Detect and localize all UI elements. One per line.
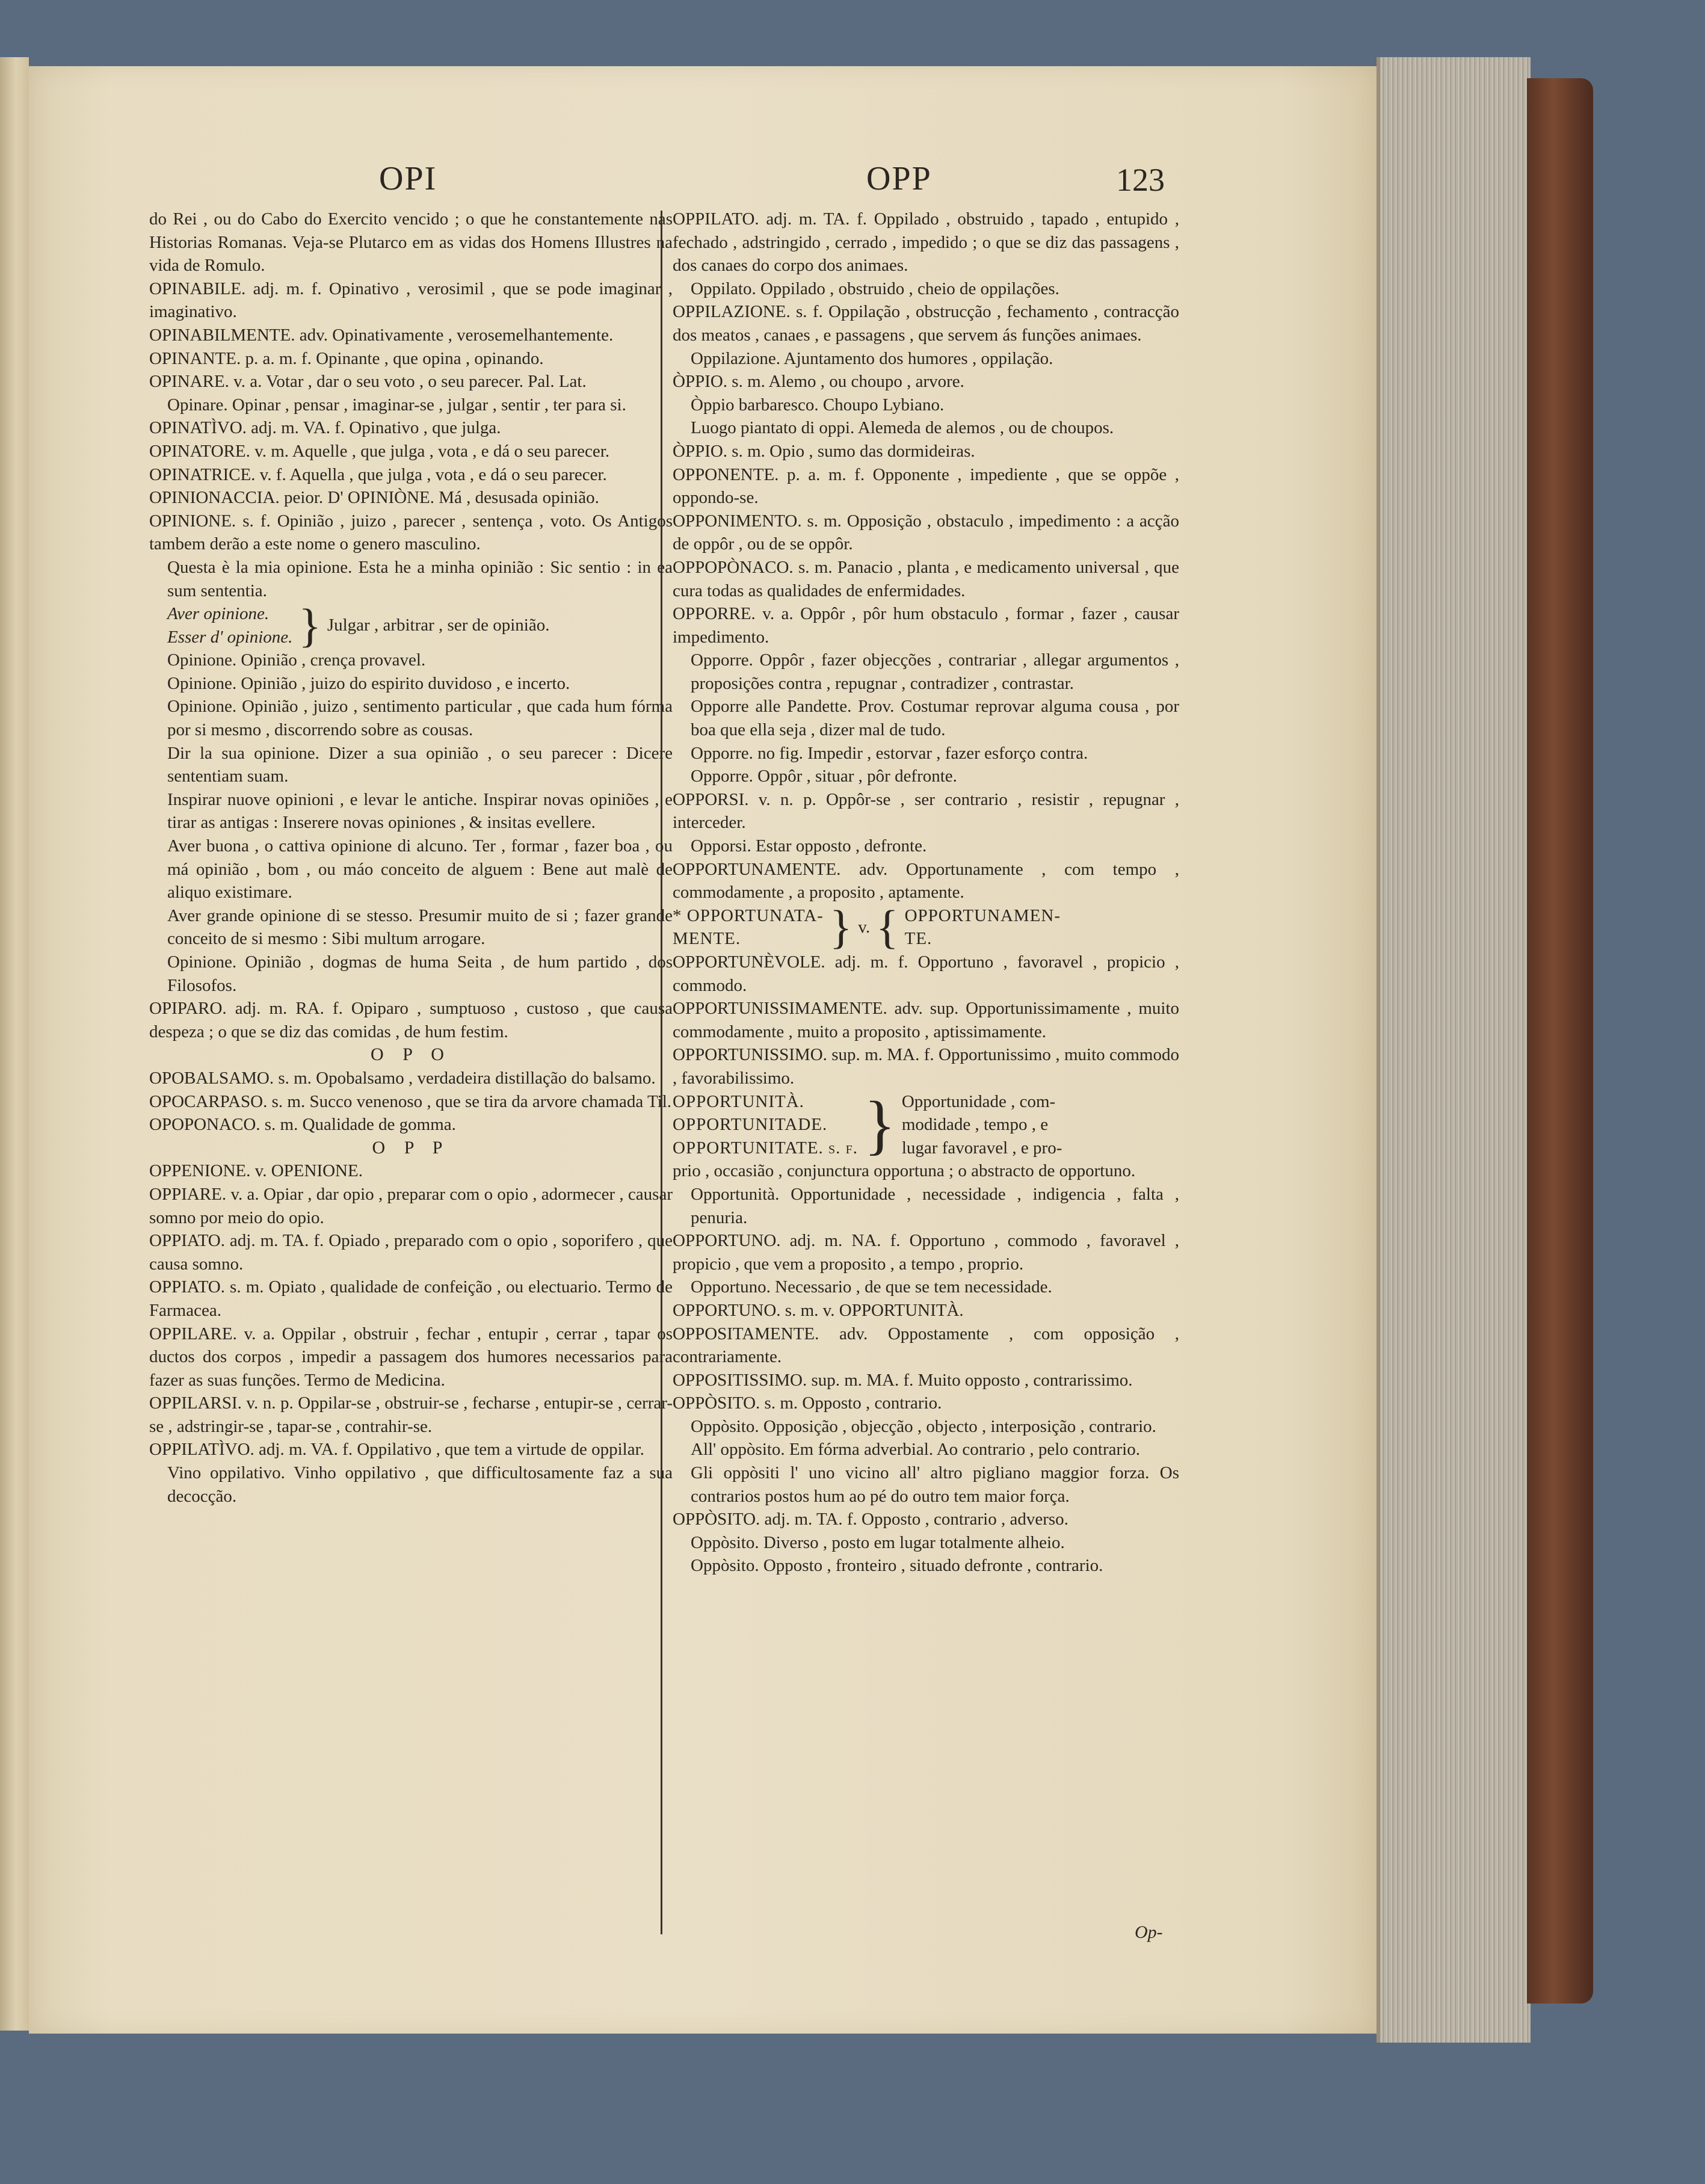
entry: OPPOPÒNACO. s. m. Panacio , planta , e medicamento universal , que cura todas as qualidades de enfermidades.: [673, 557, 1179, 600]
brace-icon: }: [864, 1088, 896, 1162]
phrase: Opinare. Opinar , pensar , imaginar-se , julgar , sentir , ter para si.: [167, 395, 626, 415]
brace-gloss: modidade , tempo , e: [901, 1115, 1049, 1135]
entry: OPPILATÌVO. adj. m. VA. f. Oppilativo , que tem a virtude de oppilar.: [149, 1440, 644, 1460]
brace-line: Esser d' opinione.: [167, 627, 293, 647]
brace-line: OPPORTUNITADE.: [673, 1115, 828, 1135]
brace-gloss: lugar favoravel , e pro-: [901, 1138, 1062, 1158]
phrase: Oppòsito. Opposto , fronteiro , situado defronte , contrario.: [691, 1556, 1103, 1576]
phrase: Opportuno. Necessario , de que se tem necessidade.: [691, 1277, 1052, 1297]
brace-group: [673, 901, 1179, 954]
running-head-left: OPI: [379, 160, 437, 197]
entry: OPPONENTE. p. a. m. f. Opponente , impediente , que se oppõe , oppondo-se.: [673, 464, 1179, 508]
brace-gloss: Opportunidade , com-: [901, 1091, 1056, 1111]
entry: OPPORTUNISSIMAMENTE. adv. sup. Opportunissimamente , muito commodamente , muito a proposito , aptissimamente.: [673, 999, 1179, 1041]
entry: OPPENIONE. v. OPENIONE.: [149, 1161, 363, 1181]
phrase: All' oppòsito. Em fórma adverbial. Ao contrario , pelo contrario.: [691, 1440, 1140, 1460]
entry: OPINIONACCIA. peior. D' OPINIÒNE. Má , desusada opinião.: [149, 488, 599, 508]
brace-group: [673, 1090, 1179, 1160]
brace-group: [167, 599, 673, 652]
phrase: Luogo piantato di oppi. Alemeda de alemos , ou de choupos.: [691, 418, 1114, 438]
phrase: Aver buona , o cattiva opinione di alcuno. Ter , formar , fazer boa , ou má opinião , bom , ou máo conceito de alguem : Bene aut malè de aliquo existimare.: [167, 836, 673, 902]
section-heading: O P P: [372, 1137, 450, 1158]
entry: OPPOSITAMENTE. adv. Oppostamente , com opposição , contrariamente.: [673, 1324, 1179, 1367]
right-column: [673, 208, 1179, 1578]
entry: OPPORSI. v. n. p. Oppôr-se , ser contrario , resistir , repugnar , interceder.: [673, 789, 1179, 833]
phrase: Opinione. Opinião , dogmas de huma Seita , de hum partido , dos Filosofos.: [167, 952, 673, 995]
facing-page-edge: [0, 57, 29, 2031]
phrase: Opporre. no fig. Impedir , estorvar , fazer esforço contra.: [691, 743, 1088, 763]
entry: OPINABILE. adj. m. f. Opinativo , verosimil , que se pode imaginar , imaginativo.: [149, 279, 673, 322]
phrase: Opporre. Oppôr , situar , pôr defronte.: [691, 767, 957, 786]
entry: prio , occasião , conjunctura opportuna ; o abstracto de opportuno.: [673, 1161, 1136, 1181]
entry: ÒPPIO. s. m. Alemo , ou choupo , arvore.: [673, 372, 964, 392]
entry: OPINATÌVO. adj. m. VA. f. Opinativo , que julga.: [149, 418, 501, 438]
brace-gloss: Julgar , arbitrar , ser de opinião.: [327, 615, 550, 635]
section-heading: O P O: [371, 1044, 451, 1065]
phrase: Oppòsito. Diverso , posto em lugar totalmente alheio.: [691, 1532, 1065, 1552]
catchword: Op-: [1135, 1922, 1163, 1942]
entry: OPPIATO. s. m. Opiato , qualidade de confeição , ou electuario. Termo de Farmacea.: [149, 1277, 673, 1320]
entry: OPPORTUNÈVOLE. adj. m. f. Opportuno , favoravel , propicio , commodo.: [673, 952, 1179, 995]
brace-icon: {: [876, 901, 899, 954]
entry: OPINANTE. p. a. m. f. Opinante , que opina , opinando.: [149, 348, 544, 368]
brace-mid: v.: [858, 918, 871, 937]
brace-line: OPPORTUNITÀ.: [673, 1091, 804, 1111]
entry: OPINATORE. v. m. Aquelle , que julga , vota , e dá o seu parecer.: [149, 441, 610, 461]
phrase: Opporre alle Pandette. Prov. Costumar reprovar alguma cousa , por boa que ella seja , dizer mal de tudo.: [691, 697, 1179, 740]
phrase: Opportunità. Opportunidade , necessidade , indigencia , falta , penuria.: [691, 1184, 1179, 1227]
book-cover: [1527, 78, 1593, 2004]
brace-icon: }: [298, 599, 321, 652]
entry: OPIPARO. adj. m. RA. f. Opiparo , sumptuoso , custoso , que causa despeza ; o que se diz das comidas , de hum festim.: [149, 999, 673, 1041]
entry: OPOCARPASO. s. m. Succo venenoso , que se tira da arvore chamada Til.: [149, 1091, 672, 1111]
entry: do Rei , ou do Cabo do Exercito vencido ; o que he constantemente nas Historias Romanas. Veja-se Plutarco em as vidas dos Homens Illustres na vida de Romulo.: [149, 209, 673, 276]
phrase: Òppio barbaresco. Choupo Lybiano.: [691, 395, 945, 415]
entry: OPPORRE. v. a. Oppôr , pôr hum obstaculo , formar , fazer , causar impedimento.: [673, 604, 1179, 647]
brace-icon: }: [829, 901, 852, 954]
phrase: Vino oppilativo. Vinho oppilativo , que difficultosamente faz a sua decocção.: [167, 1463, 673, 1506]
entry: OPPORTUNO. adj. m. NA. f. Opportuno , commodo , favoravel , propicio , que vem a proposito , a tempo , proprio.: [673, 1231, 1179, 1274]
page-block-edge: [1377, 57, 1531, 2043]
entry: OPPIATO. adj. m. TA. f. Opiado , preparado com o opio , soporifero , que causa somno.: [149, 1231, 673, 1274]
brace-line: Aver opinione.: [167, 604, 270, 624]
entry: OPINABILMENTE. adv. Opinativamente , verosemelhantemente.: [149, 325, 614, 345]
phrase: Aver grande opinione di se stesso. Presumir muito de si ; fazer grande conceito de si mesmo : Sibi multum arrogare.: [167, 905, 673, 949]
running-head-right: OPP: [866, 160, 932, 197]
brace-line: MENTE.: [673, 929, 741, 949]
phrase: Oppòsito. Opposição , objecção , objecto , interposição , contrario.: [691, 1416, 1156, 1436]
page-number: 123: [1116, 162, 1165, 198]
left-column: [149, 208, 673, 1508]
brace-line: OPPORTUNITATE. s. f.: [673, 1138, 859, 1158]
phrase: Dir la sua opinione. Dizer a sua opinião , o seu parecer : Dicere sententiam suam.: [167, 743, 673, 786]
entry: OPPILATO. adj. m. TA. f. Oppilado , obstruido , tapado , entupido , fechado , adstringido , cerrado , impedido ; o que se diz das passagens , dos canaes do corpo dos animaes.: [673, 209, 1179, 276]
entry: OPPORTUNO. s. m. v. OPPORTUNITÀ.: [673, 1300, 964, 1320]
entry: OPINATRICE. v. f. Aquella , que julga , vota , e dá o seu parecer.: [149, 464, 607, 484]
entry: OPPILAZIONE. s. f. Oppilação , obstrucção , fechamento , contracção dos meatos , canaes , e passagens , que servem ás funções animaes.: [673, 302, 1179, 345]
phrase: Opporre. Oppôr , fazer objecções , contrariar , allegar argumentos , proposições contra , repugnar , contradizer , contrastar.: [691, 650, 1179, 693]
entry: OPPORTUNAMENTE. adv. Opportunamente , com tempo , commodamente , a proposito , aptamente.: [673, 859, 1179, 902]
phrase: Questa è la mia opinione. Esta he a minha opinião : Sic sentio : in ea sum sententia.: [167, 557, 673, 600]
entry: OPOBALSAMO. s. m. Opobalsamo , verdadeira distillação do balsamo.: [149, 1068, 656, 1088]
phrase: Opinione. Opinião , crença provavel.: [167, 650, 426, 670]
brace-line: TE.: [904, 929, 933, 949]
brace-line: * OPPORTUNATA-: [673, 905, 824, 925]
entry: OPPÒSITO. adj. m. TA. f. Opposto , contrario , adverso.: [673, 1510, 1068, 1529]
entry: OPINIONE. s. f. Opinião , juizo , parecer , sentença , voto. Os Antigos tambem derão a este nome o genero masculino.: [149, 511, 673, 554]
brace-line: OPPORTUNAMEN-: [904, 905, 1061, 925]
phrase: Oppilazione. Ajuntamento dos humores , oppilação.: [691, 348, 1053, 368]
entry: OPPIARE. v. a. Opiar , dar opio , preparar com o opio , adormecer , causar somno por meio do opio.: [149, 1184, 673, 1227]
entry: OPPONIMENTO. s. m. Opposição , obstaculo , impedimento : a acção de oppôr , ou de se oppôr.: [673, 511, 1179, 554]
entry: ÒPPIO. s. m. Opio , sumo das dormideiras.: [673, 441, 975, 461]
phrase: Oppilato. Oppilado , obstruido , cheio de oppilações.: [691, 279, 1059, 298]
phrase: Opinione. Opinião , juizo , sentimento particular , que cada hum fórma por si mesmo , discorrendo sobre as cousas.: [167, 697, 673, 740]
entry: OPPÒSITO. s. m. Opposto , contrario.: [673, 1393, 942, 1413]
entry: OPPILARSI. v. n. p. Oppilar-se , obstruir-se , fecharse , entupir-se , cerrar-se , adstringir-se , tapar-se , contrahir-se.: [149, 1393, 673, 1436]
entry: OPPORTUNISSIMO. sup. m. MA. f. Opportunissimo , muito commodo , favorabilissimo.: [673, 1045, 1179, 1088]
entry: OPINARE. v. a. Votar , dar o seu voto , o seu parecer. Pal. Lat.: [149, 372, 587, 392]
phrase: Opinione. Opinião , juizo do espirito duvidoso , e incerto.: [167, 673, 570, 693]
entry: OPPOSITISSIMO. sup. m. MA. f. Muito opposto , contrarissimo.: [673, 1370, 1133, 1390]
phrase: Inspirar nuove opinioni , e levar le antiche. Inspirar novas opiniões , e tirar as antigas : Inserere novas opiniones , & insitas evellere.: [167, 789, 673, 833]
phrase: Gli oppòsiti l' uno vicino all' altro pigliano maggior forza. Os contrarios postos hum ao pé do outro tem maior força.: [691, 1463, 1179, 1506]
entry: OPOPONACO. s. m. Qualidade de gomma.: [149, 1115, 456, 1135]
entry: OPPILARE. v. a. Oppilar , obstruir , fechar , entupir , cerrar , tapar os ductos dos corpos , impedir a passagem dos humores necessarios para fazer as suas funções. Termo de Medicina.: [149, 1324, 673, 1390]
phrase: Opporsi. Estar opposto , defronte.: [691, 836, 927, 856]
